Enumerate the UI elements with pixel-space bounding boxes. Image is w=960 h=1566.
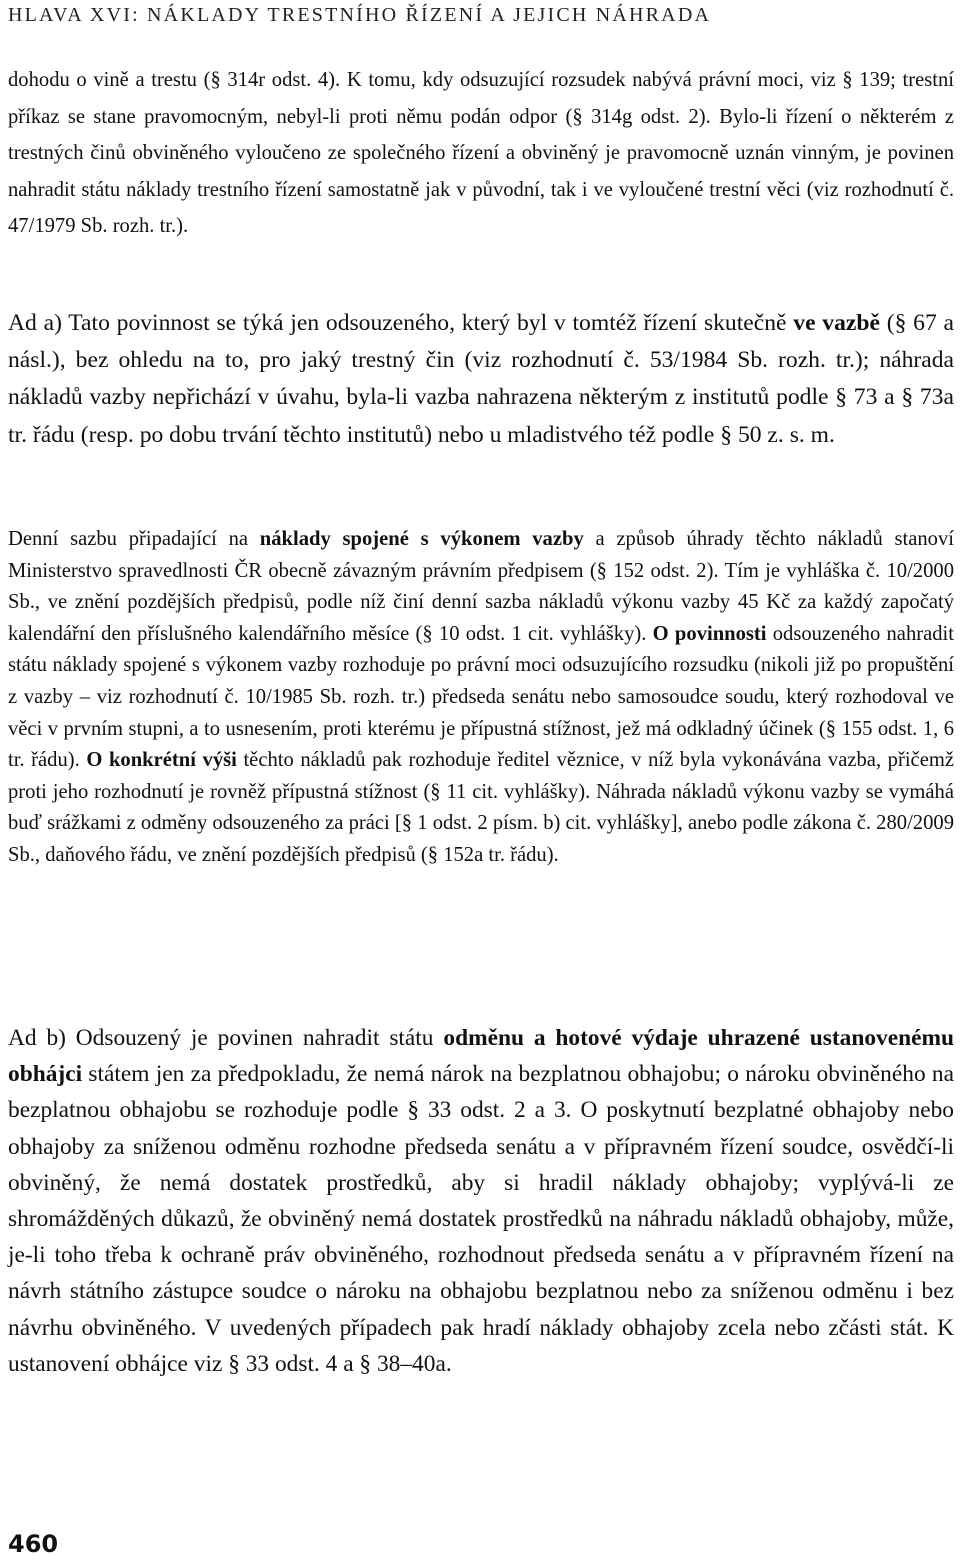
custody-text-1: Denní sazbu připadající na	[8, 528, 260, 550]
custody-bold-3: O konkrétní výši	[86, 749, 237, 772]
page-number: 460	[8, 1530, 59, 1558]
ad-b-text-2: státem jen za předpokladu, že nemá nárok na bezplatnou obhajobu; o nároku obviněného na bezplatnou obhajobu se rozhoduje podle § 33 odst. 2 a 3. O poskytnutí bezplatné obhajoby nebo obhajoby za sníženou odměnu rozhodne předseda senátu a v přípravném řízení soudce, osvědčí-li obviněný, že nemá dostatek prostředků, aby si hradil náklady obhajoby; vyplývá-li ze shromážděných důkazů, že obviněný nemá dostatek prostředků na náhradu nákladů obhajoby, může, je-li toho třeba k ochraně práv obviněného, rozhodnout předseda senátu a v přípravném řízení na návrh státního zástupce soudce o nároku na obhajobu bezplatnou nebo za sníženou odměnu i bez návrhu obviněného. V uvedených případech pak hradí náklady obhajoby zcela nebo zčásti stát. K ustanovení obhájce viz § 33 odst. 4 a § 38–40a.	[8, 1061, 954, 1377]
ad-a-text-2: (§ 67 a násl.), bez ohledu na to, pro jaký trestný čin (viz rozhodnutí č. 53/1984 Sb. rozh. tr.); náhrada nákladů vazby nepřichází v úvahu, byla-li vazba nahrazena některým z institutů podle § 73 a § 73a tr. řádu (resp. po dobu trvání těchto institutů) nebo u mladistvého též podle § 50 z. s. m.	[8, 310, 955, 448]
paragraph-ad-b	[8, 1020, 954, 1382]
ad-a-bold-1: ve vazbě	[793, 310, 880, 336]
paragraph-ad-a	[8, 305, 954, 454]
chapter-header: HLAVA XVI: NÁKLADY TRESTNÍHO ŘÍZENÍ A JEJICH NÁHRADA	[8, 4, 712, 26]
paragraph-intro	[8, 62, 954, 245]
paragraph-intro-text: dohodu o vině a trestu (§ 314r odst. 4). K tomu, kdy odsuzující rozsudek nabývá právní moci, viz § 139; trestní příkaz se stane pravomocným, nebyl-li proti němu podán odpor (§ 314g odst. 2). Bylo-li řízení o některém z trestných činů obviněného vyloučeno ze společného řízení a obviněný je pravomocně uznán vinným, je povinen nahradit státu náklady trestního řízení samostatně jak v původní, tak i ve vyloučené trestní věci (viz rozhodnutí č. 47/1979 Sb. rozh. tr.).	[8, 69, 954, 237]
ad-b-bold-1: odměnu a hotové výdaje uhrazené ustanovenému obhájci	[8, 1025, 954, 1088]
paragraph-custody-costs	[8, 524, 954, 872]
custody-bold-1: náklady spojené s výkonem vazby	[259, 528, 584, 550]
custody-bold-2: O povinnosti	[652, 622, 767, 645]
custody-text-2: a způsob úhrady těchto nákladů stanoví Ministerstvo spravedlnosti ČR obecně závazným právním předpisem (§ 152 odst. 2). Tím je vyhláška č. 10/2000 Sb., ve znění pozdějších předpisů, podle níž činí denní sazba nákladů výkonu vazby 45 Kč za každý započatý kalendářní den příslušného kalendářního měsíce (§ 10 odst. 1 cit. vyhlášky).	[8, 528, 954, 645]
ad-b-text-1: Ad b) Odsouzený je povinen nahradit státu	[8, 1025, 444, 1051]
ad-a-text-1: Ad a) Tato povinnost se týká jen odsouzeného, který byl v tomtéž řízení skutečně	[8, 310, 794, 336]
custody-text-4: těchto nákladů pak rozhoduje ředitel věznice, v níž byla vykonávána vazba, přičemž proti jeho rozhodnutí je rovněž přípustná stížnost (§ 11 cit. vyhlášky). Náhrada nákladů výkonu vazby se vymáhá buď srážkami z odměny odsouzeného za práci [§ 1 odst. 2 písm. b) cit. vyhlášky], anebo podle zákona č. 280/2009 Sb., daňového řádu, ve znění pozdějších předpisů (§ 152a tr. řádu).	[8, 749, 954, 866]
custody-text-3: odsouzeného nahradit státu náklady spojené s výkonem vazby rozhoduje po právní moci odsuzujícího rozsudku (nikoli již po propuštění z vazby – viz rozhodnutí č. 10/1985 Sb. rozh. tr.) předseda senátu nebo samosoudce soudu, který rozhodoval ve věci v prvním stupni, a to usnesením, proti kterému je přípustná stížnost, jež má odkladný účinek (§ 155 odst. 1, 6 tr. řádu).	[8, 622, 954, 772]
